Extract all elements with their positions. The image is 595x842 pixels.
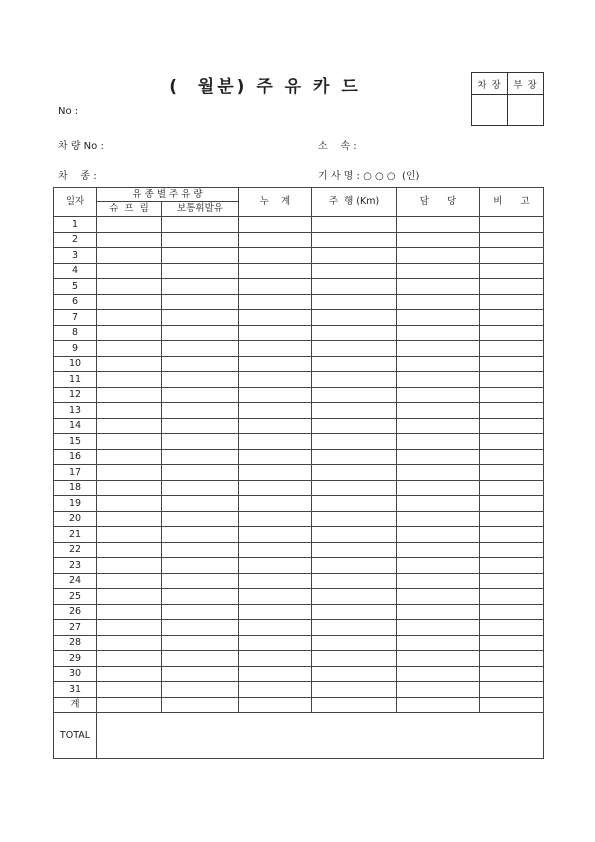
- cell-manager[interactable]: [397, 527, 480, 543]
- cell-super[interactable]: [97, 294, 162, 310]
- day-label: 2: [54, 232, 97, 248]
- day-label: 11: [54, 372, 97, 388]
- day-label: 9: [54, 341, 97, 357]
- table-row: [54, 682, 544, 698]
- day-label: 27: [54, 620, 97, 636]
- table-row: [54, 589, 544, 605]
- cell-mileage[interactable]: [312, 387, 397, 403]
- table-row: [54, 558, 544, 574]
- cell-remarks[interactable]: [480, 589, 544, 605]
- cell-regular[interactable]: [162, 356, 239, 372]
- table-row: [54, 263, 544, 279]
- cell-mileage[interactable]: [312, 635, 397, 651]
- cell-cumulative[interactable]: [239, 325, 312, 341]
- cell-manager[interactable]: [397, 682, 480, 698]
- cell-regular[interactable]: [162, 434, 239, 450]
- day-label: 29: [54, 651, 97, 667]
- cell-remarks[interactable]: [480, 403, 544, 419]
- cell-mileage[interactable]: [312, 620, 397, 636]
- cell-regular[interactable]: [162, 620, 239, 636]
- day-label: 18: [54, 480, 97, 496]
- cell-manager[interactable]: [397, 356, 480, 372]
- table-row: [54, 527, 544, 543]
- affiliation-label: 소 속 :: [318, 141, 357, 152]
- day-label: 28: [54, 635, 97, 651]
- cell-remarks[interactable]: [480, 418, 544, 434]
- approval-header-director: 부 장: [508, 73, 544, 95]
- cell-mileage[interactable]: [312, 573, 397, 589]
- cell-regular[interactable]: [162, 341, 239, 357]
- cell-cumulative[interactable]: [239, 465, 312, 481]
- cell-manager[interactable]: [397, 449, 480, 465]
- cell-remarks[interactable]: [480, 573, 544, 589]
- cell-remarks[interactable]: [480, 480, 544, 496]
- col-header-fuel-group: 유 종 별 주 유 량: [97, 188, 239, 202]
- cell-regular[interactable]: [162, 511, 239, 527]
- col-header-remarks: 비 고: [480, 188, 544, 217]
- col-header-date: 일자: [54, 188, 97, 217]
- day-label: 25: [54, 589, 97, 605]
- cell-cumulative[interactable]: [239, 248, 312, 264]
- cell-mileage[interactable]: [312, 589, 397, 605]
- cell-super[interactable]: [97, 279, 162, 295]
- cell-regular[interactable]: [162, 651, 239, 667]
- cell-mileage[interactable]: [312, 682, 397, 698]
- table-row: [54, 418, 544, 434]
- driver-label: 기 사 명 : ○ ○ ○ (인): [318, 171, 420, 182]
- cell-super[interactable]: [97, 387, 162, 403]
- cell-cumulative[interactable]: [239, 480, 312, 496]
- cell-super[interactable]: [97, 666, 162, 682]
- col-header-manager: 담 당: [397, 188, 480, 217]
- cell-remarks[interactable]: [480, 527, 544, 543]
- cell-super[interactable]: [97, 310, 162, 326]
- cell-regular[interactable]: [162, 496, 239, 512]
- cell-manager[interactable]: [397, 263, 480, 279]
- col-header-cumulative: 누 계: [239, 188, 312, 217]
- cell-cumulative[interactable]: [239, 682, 312, 698]
- table-row: [54, 248, 544, 264]
- approval-sign-director[interactable]: [508, 95, 544, 126]
- cell-manager[interactable]: [397, 418, 480, 434]
- cell-remarks[interactable]: [480, 387, 544, 403]
- cell-cumulative[interactable]: [239, 387, 312, 403]
- table-row: [54, 697, 544, 713]
- no-label: No :: [58, 106, 79, 117]
- cell-regular[interactable]: [162, 589, 239, 605]
- cell-cumulative[interactable]: [239, 449, 312, 465]
- table-row: [54, 341, 544, 357]
- subtotal-label: 계: [54, 697, 97, 713]
- cell-mileage[interactable]: [312, 263, 397, 279]
- day-label: 24: [54, 573, 97, 589]
- table-row: [54, 434, 544, 450]
- cell-mileage[interactable]: [312, 542, 397, 558]
- table-row: [54, 465, 544, 481]
- cell-cumulative[interactable]: [239, 294, 312, 310]
- cell-cumulative[interactable]: [239, 310, 312, 326]
- cell-cumulative[interactable]: [239, 372, 312, 388]
- cell-mileage[interactable]: [312, 403, 397, 419]
- cell-cumulative[interactable]: [239, 542, 312, 558]
- cell-remarks[interactable]: [480, 697, 544, 713]
- cell-regular[interactable]: [162, 217, 239, 233]
- cell-mileage[interactable]: [312, 434, 397, 450]
- day-label: 12: [54, 387, 97, 403]
- cell-regular[interactable]: [162, 573, 239, 589]
- cell-remarks[interactable]: [480, 248, 544, 264]
- cell-cumulative[interactable]: [239, 403, 312, 419]
- day-label: 15: [54, 434, 97, 450]
- cell-mileage[interactable]: [312, 356, 397, 372]
- cell-manager[interactable]: [397, 589, 480, 605]
- cell-super[interactable]: [97, 217, 162, 233]
- cell-manager[interactable]: [397, 666, 480, 682]
- cell-remarks[interactable]: [480, 620, 544, 636]
- cell-regular[interactable]: [162, 294, 239, 310]
- table-row: [54, 372, 544, 388]
- cell-remarks[interactable]: [480, 542, 544, 558]
- cell-cumulative[interactable]: [239, 263, 312, 279]
- cell-manager[interactable]: [397, 248, 480, 264]
- cell-super[interactable]: [97, 542, 162, 558]
- total-label: TOTAL: [54, 713, 97, 759]
- cell-manager[interactable]: [397, 465, 480, 481]
- cell-remarks[interactable]: [480, 604, 544, 620]
- day-label: 7: [54, 310, 97, 326]
- cell-super[interactable]: [97, 465, 162, 481]
- table-row: [54, 387, 544, 403]
- total-row: [54, 713, 544, 759]
- cell-manager[interactable]: [397, 620, 480, 636]
- cell-mileage[interactable]: [312, 666, 397, 682]
- day-label: 16: [54, 449, 97, 465]
- cell-mileage[interactable]: [312, 372, 397, 388]
- cell-cumulative[interactable]: [239, 434, 312, 450]
- cell-remarks[interactable]: [480, 666, 544, 682]
- cell-manager[interactable]: [397, 310, 480, 326]
- cell-regular[interactable]: [162, 527, 239, 543]
- cell-remarks[interactable]: [480, 263, 544, 279]
- table-row: [54, 279, 544, 295]
- cell-cumulative[interactable]: [239, 604, 312, 620]
- table-row: [54, 403, 544, 419]
- day-label: 21: [54, 527, 97, 543]
- cell-remarks[interactable]: [480, 558, 544, 574]
- cell-cumulative[interactable]: [239, 217, 312, 233]
- cell-manager[interactable]: [397, 573, 480, 589]
- cell-super[interactable]: [97, 604, 162, 620]
- cell-regular[interactable]: [162, 403, 239, 419]
- cell-mileage[interactable]: [312, 418, 397, 434]
- cell-regular[interactable]: [162, 387, 239, 403]
- cell-manager[interactable]: [397, 558, 480, 574]
- cell-regular[interactable]: [162, 325, 239, 341]
- vehicle-no-label: 차 량 No :: [58, 141, 104, 152]
- cell-cumulative[interactable]: [239, 573, 312, 589]
- cell-super[interactable]: [97, 620, 162, 636]
- cell-regular[interactable]: [162, 279, 239, 295]
- cell-manager[interactable]: [397, 217, 480, 233]
- cell-super[interactable]: [97, 434, 162, 450]
- cell-mileage[interactable]: [312, 527, 397, 543]
- cell-mileage[interactable]: [312, 604, 397, 620]
- cell-super[interactable]: [97, 480, 162, 496]
- cell-manager[interactable]: [397, 341, 480, 357]
- cell-mileage[interactable]: [312, 697, 397, 713]
- cell-regular[interactable]: [162, 604, 239, 620]
- cell-cumulative[interactable]: [239, 620, 312, 636]
- cell-mileage[interactable]: [312, 651, 397, 667]
- cell-super[interactable]: [97, 527, 162, 543]
- cell-super[interactable]: [97, 263, 162, 279]
- day-label: 26: [54, 604, 97, 620]
- col-header-super: 슈 프 림: [97, 202, 162, 217]
- table-row: [54, 449, 544, 465]
- cell-manager[interactable]: [397, 294, 480, 310]
- approval-sign-chief[interactable]: [472, 95, 508, 126]
- cell-remarks[interactable]: [480, 372, 544, 388]
- day-label: 23: [54, 558, 97, 574]
- cell-cumulative[interactable]: [239, 356, 312, 372]
- cell-manager[interactable]: [397, 511, 480, 527]
- cell-remarks[interactable]: [480, 294, 544, 310]
- cell-super[interactable]: [97, 511, 162, 527]
- approval-box: [471, 72, 544, 126]
- cell-super[interactable]: [97, 496, 162, 512]
- cell-mileage[interactable]: [312, 480, 397, 496]
- cell-regular[interactable]: [162, 248, 239, 264]
- cell-remarks[interactable]: [480, 511, 544, 527]
- cell-mileage[interactable]: [312, 217, 397, 233]
- table-row: [54, 666, 544, 682]
- cell-manager[interactable]: [397, 372, 480, 388]
- cell-regular[interactable]: [162, 232, 239, 248]
- cell-regular[interactable]: [162, 558, 239, 574]
- cell-mileage[interactable]: [312, 496, 397, 512]
- table-row: [54, 325, 544, 341]
- cell-super[interactable]: [97, 697, 162, 713]
- day-label: 5: [54, 279, 97, 295]
- day-label: 13: [54, 403, 97, 419]
- cell-cumulative[interactable]: [239, 279, 312, 295]
- cell-cumulative[interactable]: [239, 651, 312, 667]
- day-label: 22: [54, 542, 97, 558]
- cell-super[interactable]: [97, 589, 162, 605]
- col-header-regular: 보통휘발유: [162, 202, 239, 217]
- cell-cumulative[interactable]: [239, 558, 312, 574]
- cell-regular[interactable]: [162, 263, 239, 279]
- cell-manager[interactable]: [397, 403, 480, 419]
- cell-remarks[interactable]: [480, 325, 544, 341]
- cell-regular[interactable]: [162, 682, 239, 698]
- cell-regular[interactable]: [162, 418, 239, 434]
- table-row: [54, 310, 544, 326]
- cell-super[interactable]: [97, 356, 162, 372]
- cell-regular[interactable]: [162, 635, 239, 651]
- cell-regular[interactable]: [162, 697, 239, 713]
- cell-super[interactable]: [97, 232, 162, 248]
- day-label: 1: [54, 217, 97, 233]
- cell-remarks[interactable]: [480, 310, 544, 326]
- cell-cumulative[interactable]: [239, 511, 312, 527]
- cell-remarks[interactable]: [480, 635, 544, 651]
- day-label: 19: [54, 496, 97, 512]
- cell-cumulative[interactable]: [239, 232, 312, 248]
- cell-cumulative[interactable]: [239, 527, 312, 543]
- cell-mileage[interactable]: [312, 248, 397, 264]
- cell-mileage[interactable]: [312, 341, 397, 357]
- day-label: 4: [54, 263, 97, 279]
- cell-super[interactable]: [97, 449, 162, 465]
- day-label: 8: [54, 325, 97, 341]
- cell-regular[interactable]: [162, 372, 239, 388]
- cell-remarks[interactable]: [480, 651, 544, 667]
- table-row: [54, 604, 544, 620]
- cell-super[interactable]: [97, 341, 162, 357]
- approval-header-chief: 차 장: [472, 73, 508, 95]
- cell-super[interactable]: [97, 418, 162, 434]
- cell-remarks[interactable]: [480, 682, 544, 698]
- table-row: [54, 651, 544, 667]
- page-title: ( 월분) 주 유 카 드: [169, 77, 361, 97]
- cell-remarks[interactable]: [480, 279, 544, 295]
- cell-mileage[interactable]: [312, 310, 397, 326]
- total-value-cell[interactable]: [97, 713, 544, 759]
- cell-remarks[interactable]: [480, 341, 544, 357]
- cell-regular[interactable]: [162, 480, 239, 496]
- day-label: 20: [54, 511, 97, 527]
- cell-super[interactable]: [97, 558, 162, 574]
- vehicle-type-label: 차 종 :: [58, 171, 97, 182]
- cell-manager[interactable]: [397, 697, 480, 713]
- cell-regular[interactable]: [162, 310, 239, 326]
- day-label: 3: [54, 248, 97, 264]
- day-label: 14: [54, 418, 97, 434]
- day-label: 6: [54, 294, 97, 310]
- cell-regular[interactable]: [162, 449, 239, 465]
- cell-manager[interactable]: [397, 635, 480, 651]
- cell-manager[interactable]: [397, 480, 480, 496]
- cell-regular[interactable]: [162, 542, 239, 558]
- fuel-log-table: [53, 187, 544, 759]
- cell-super[interactable]: [97, 248, 162, 264]
- cell-manager[interactable]: [397, 279, 480, 295]
- cell-manager[interactable]: [397, 651, 480, 667]
- cell-manager[interactable]: [397, 434, 480, 450]
- cell-remarks[interactable]: [480, 356, 544, 372]
- cell-mileage[interactable]: [312, 465, 397, 481]
- cell-cumulative[interactable]: [239, 341, 312, 357]
- cell-remarks[interactable]: [480, 217, 544, 233]
- table-row: [54, 620, 544, 636]
- day-label: 17: [54, 465, 97, 481]
- cell-cumulative[interactable]: [239, 496, 312, 512]
- table-row: [54, 294, 544, 310]
- cell-mileage[interactable]: [312, 558, 397, 574]
- cell-mileage[interactable]: [312, 279, 397, 295]
- table-row: [54, 217, 544, 233]
- cell-mileage[interactable]: [312, 449, 397, 465]
- day-label: 30: [54, 666, 97, 682]
- cell-manager[interactable]: [397, 387, 480, 403]
- cell-remarks[interactable]: [480, 449, 544, 465]
- table-row: [54, 635, 544, 651]
- table-row: [54, 480, 544, 496]
- cell-manager[interactable]: [397, 232, 480, 248]
- cell-cumulative[interactable]: [239, 635, 312, 651]
- cell-remarks[interactable]: [480, 434, 544, 450]
- table-row: [54, 511, 544, 527]
- cell-manager[interactable]: [397, 604, 480, 620]
- cell-regular[interactable]: [162, 666, 239, 682]
- cell-manager[interactable]: [397, 496, 480, 512]
- cell-mileage[interactable]: [312, 294, 397, 310]
- table-row: [54, 542, 544, 558]
- cell-remarks[interactable]: [480, 496, 544, 512]
- table-row: [54, 496, 544, 512]
- col-header-mileage: 주 행 (Km): [312, 188, 397, 217]
- cell-remarks[interactable]: [480, 465, 544, 481]
- day-label: 31: [54, 682, 97, 698]
- cell-cumulative[interactable]: [239, 666, 312, 682]
- cell-mileage[interactable]: [312, 325, 397, 341]
- cell-cumulative[interactable]: [239, 697, 312, 713]
- cell-remarks[interactable]: [480, 232, 544, 248]
- cell-cumulative[interactable]: [239, 418, 312, 434]
- cell-mileage[interactable]: [312, 232, 397, 248]
- cell-manager[interactable]: [397, 542, 480, 558]
- cell-super[interactable]: [97, 403, 162, 419]
- table-row: [54, 356, 544, 372]
- table-row: [54, 573, 544, 589]
- cell-mileage[interactable]: [312, 511, 397, 527]
- cell-manager[interactable]: [397, 325, 480, 341]
- cell-super[interactable]: [97, 372, 162, 388]
- cell-super[interactable]: [97, 573, 162, 589]
- cell-super[interactable]: [97, 651, 162, 667]
- cell-super[interactable]: [97, 635, 162, 651]
- table-row: [54, 232, 544, 248]
- cell-super[interactable]: [97, 325, 162, 341]
- cell-regular[interactable]: [162, 465, 239, 481]
- cell-cumulative[interactable]: [239, 589, 312, 605]
- cell-super[interactable]: [97, 682, 162, 698]
- day-label: 10: [54, 356, 97, 372]
